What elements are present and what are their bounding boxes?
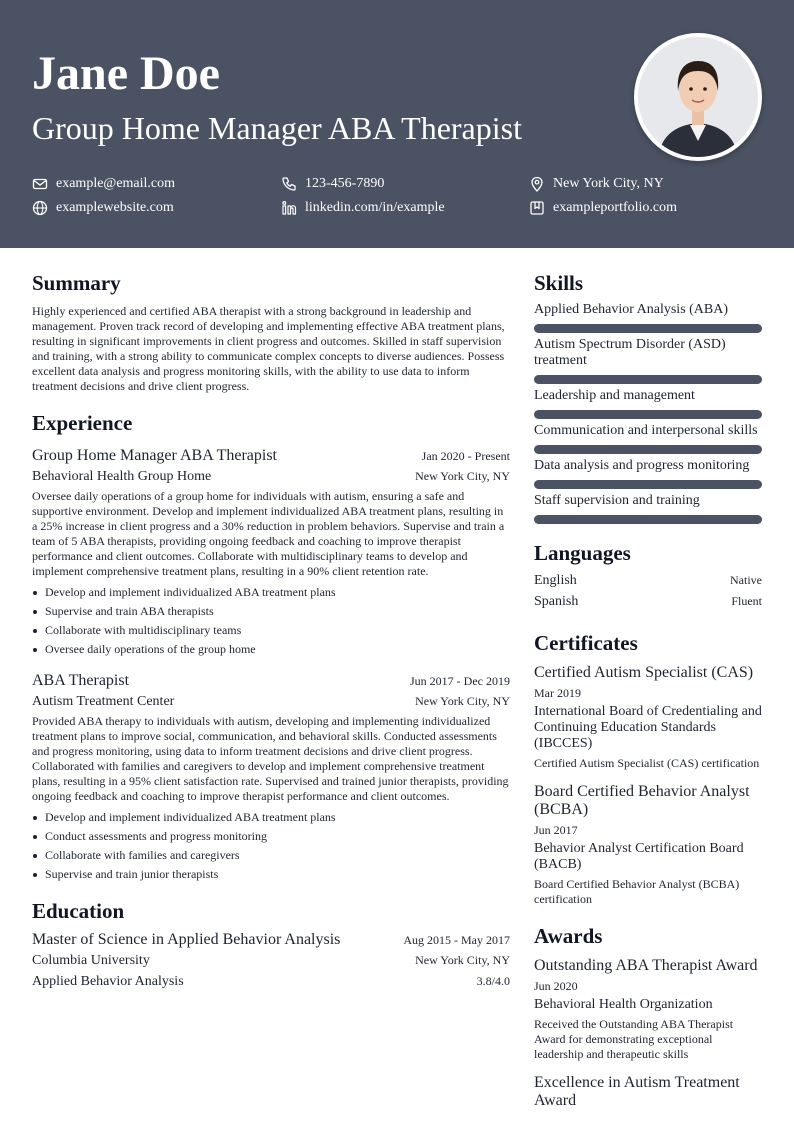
contact-linkedin-text: linkedin.com/in/example: [305, 200, 445, 215]
phone-icon: [281, 176, 297, 192]
certificates-section: [534, 630, 762, 907]
skill-item: [534, 337, 762, 384]
section-title-awards: Awards: [534, 924, 603, 948]
award-title: Excellence in Autism Treatment Award: [534, 1074, 740, 1109]
skills-section: [534, 270, 762, 524]
skill-name: Leadership and management: [534, 388, 695, 403]
certificate-description: Board Certified Behavior Analyst (BCBA) certification: [534, 877, 740, 906]
contact-website[interactable]: [32, 200, 174, 216]
skill-item: [534, 423, 762, 454]
main-column: [32, 270, 510, 992]
language-item: [534, 570, 762, 591]
skill-item: [534, 493, 762, 524]
certificate-item: [534, 783, 762, 907]
contact-website-text: examplewebsite.com: [56, 200, 174, 215]
list-item: Develop and implement individualized ABA treatment plans: [32, 808, 510, 827]
linkedin-icon: [281, 200, 297, 216]
degree-name: Master of Science in Applied Behavior Analysis: [32, 931, 341, 948]
bookmark-icon: [529, 200, 545, 216]
language-item: [534, 591, 762, 612]
certificate-date: Jun 2017: [534, 823, 578, 837]
list-item: Conduct assessments and progress monitoring: [32, 827, 510, 846]
skill-level-bar: [534, 410, 762, 419]
job-bullets: [32, 583, 510, 659]
experience-entry: [32, 446, 510, 659]
school-location: New York City, NY: [415, 953, 510, 967]
language-level: Fluent: [731, 594, 762, 608]
section-title-education: Education: [32, 899, 125, 923]
section-title-experience: Experience: [32, 411, 133, 435]
education-dates: Aug 2015 - May 2017: [403, 933, 510, 947]
languages-section: [534, 540, 762, 612]
awards-section: [534, 923, 762, 1110]
award-item: [534, 1074, 762, 1110]
contact-email-text: example@email.com: [56, 176, 176, 191]
contact-location-text: New York City, NY: [553, 176, 664, 191]
contact-location: [529, 176, 664, 192]
summary-text: Highly experienced and certified ABA therapist with a strong background in leadership and management. Proven track record of developing and implementing effective ABA treatment plans, resulting in significant improvements in client progress and outcomes. Skilled in staff supervision and training, with a strong ability to communicate complex concepts to diverse audiences. Possess excellent data analysis and progress monitoring skills, with the ability to use data to inform treatment decisions and drive client progress.: [32, 304, 505, 393]
side-column: [534, 270, 762, 1110]
certificate-date: Mar 2019: [534, 686, 581, 700]
award-item: [534, 957, 762, 1062]
globe-icon: [32, 200, 48, 216]
gpa: 3.8/4.0: [476, 974, 510, 988]
list-item: Supervise and train junior therapists: [32, 865, 510, 884]
award-issuer: Behavioral Health Organization: [534, 997, 713, 1012]
section-title-certificates: Certificates: [534, 631, 638, 655]
certificate-issuer: Behavior Analyst Certification Board (BACB): [534, 841, 744, 872]
section-title-summary: Summary: [32, 271, 121, 295]
list-item: Supervise and train ABA therapists: [32, 602, 510, 621]
contact-portfolio-text: exampleportfolio.com: [553, 200, 678, 215]
award-date: Jun 2020: [534, 979, 578, 993]
education-entry: [32, 930, 510, 992]
skill-item: [534, 388, 762, 419]
award-description: Received the Outstanding ABA Therapist Award for demonstrating exceptional leadership and therapeutic skills: [534, 1017, 734, 1061]
resume-header: [0, 0, 794, 248]
skill-name: Applied Behavior Analysis (ABA): [534, 302, 729, 317]
section-title-languages: Languages: [534, 541, 631, 565]
certificate-issuer: International Board of Credentialing and Continuing Education Standards (IBCCES): [534, 704, 762, 751]
portrait-image: [638, 37, 758, 157]
job-role: Group Home Manager ABA Therapist: [32, 447, 277, 464]
skill-name: Staff supervision and training: [534, 493, 700, 508]
language-level: Native: [730, 573, 762, 587]
job-location: New York City, NY: [415, 469, 510, 483]
job-company: Behavioral Health Group Home: [32, 469, 212, 484]
skill-level-bar: [534, 324, 762, 333]
list-item: Collaborate with families and caregivers: [32, 846, 510, 865]
candidate-title: Group Home Manager ABA Therapist: [32, 110, 522, 146]
summary-section: [32, 270, 510, 394]
contact-phone[interactable]: [281, 176, 384, 192]
section-title-skills: Skills: [534, 271, 584, 295]
job-description: Oversee daily operations of a group home for individuals with autism, ensuring a safe and supportive environment. Develop and implement individualized ABA treatment plans, resulting in a 25% increase in client progress and a 30% reduction in problem behaviors. Supervise and train a team of 5 ABA therapists, providing ongoing feedback and coaching to improve therapist performance and client outcomes. Collaborate with multidisciplinary teams to develop and implement comprehensive treatment plans, resulting in a 90% client retention rate.: [32, 489, 505, 578]
skill-level-bar: [534, 375, 762, 384]
list-item: Develop and implement individualized ABA treatment plans: [32, 583, 510, 602]
job-dates: Jan 2020 - Present: [421, 449, 510, 463]
language-name: Spanish: [534, 594, 579, 609]
skill-level-bar: [534, 480, 762, 489]
education-section: [32, 898, 510, 992]
certificate-description: Certified Autism Specialist (CAS) certification: [534, 756, 760, 770]
mail-icon: [32, 176, 48, 192]
profile-photo: [634, 33, 762, 161]
contact-portfolio[interactable]: [529, 200, 677, 216]
skill-item: [534, 458, 762, 489]
language-name: English: [534, 573, 577, 588]
contact-email[interactable]: [32, 176, 175, 192]
list-item: Collaborate with multidisciplinary teams: [32, 621, 510, 640]
job-bullets: [32, 808, 510, 884]
contact-linkedin[interactable]: [281, 200, 445, 216]
skill-name: Autism Spectrum Disorder (ASD) treatment: [534, 337, 726, 368]
skill-level-bar: [534, 445, 762, 454]
candidate-name: Jane Doe: [32, 47, 220, 100]
job-company: Autism Treatment Center: [32, 694, 175, 709]
job-dates: Jun 2017 - Dec 2019: [410, 674, 510, 688]
list-item: Oversee daily operations of the group home: [32, 640, 510, 659]
certificate-title: Board Certified Behavior Analyst (BCBA): [534, 783, 750, 818]
skill-level-bar: [534, 515, 762, 524]
skill-name: Data analysis and progress monitoring: [534, 458, 750, 473]
contact-phone-text: 123-456-7890: [305, 176, 385, 191]
skill-item: [534, 302, 762, 333]
award-title: Outstanding ABA Therapist Award: [534, 957, 758, 974]
job-description: Provided ABA therapy to individuals with autism, developing and implementing individualized treatment plans to improve social, communication, and behavioral skills. Conducted assessments and progress monitoring, using data to inform treatment decisions and drive client progress. Collaborated with families and caregivers to develop and implement comprehensive treatment plans, resulting in a 95% client satisfaction rate. Supervised and trained junior therapists, providing ongoing feedback and coaching to improve therapist performance and client outcomes.: [32, 714, 509, 803]
skill-name: Communication and interpersonal skills: [534, 423, 758, 438]
experience-entry: [32, 671, 510, 884]
school-name: Columbia University: [32, 953, 150, 968]
certificate-title: Certified Autism Specialist (CAS): [534, 664, 754, 681]
job-role: ABA Therapist: [32, 672, 130, 689]
job-location: New York City, NY: [415, 694, 510, 708]
field-of-study: Applied Behavior Analysis: [32, 974, 184, 989]
certificate-item: [534, 664, 762, 771]
map-pin-icon: [529, 176, 545, 192]
experience-section: [32, 410, 510, 884]
